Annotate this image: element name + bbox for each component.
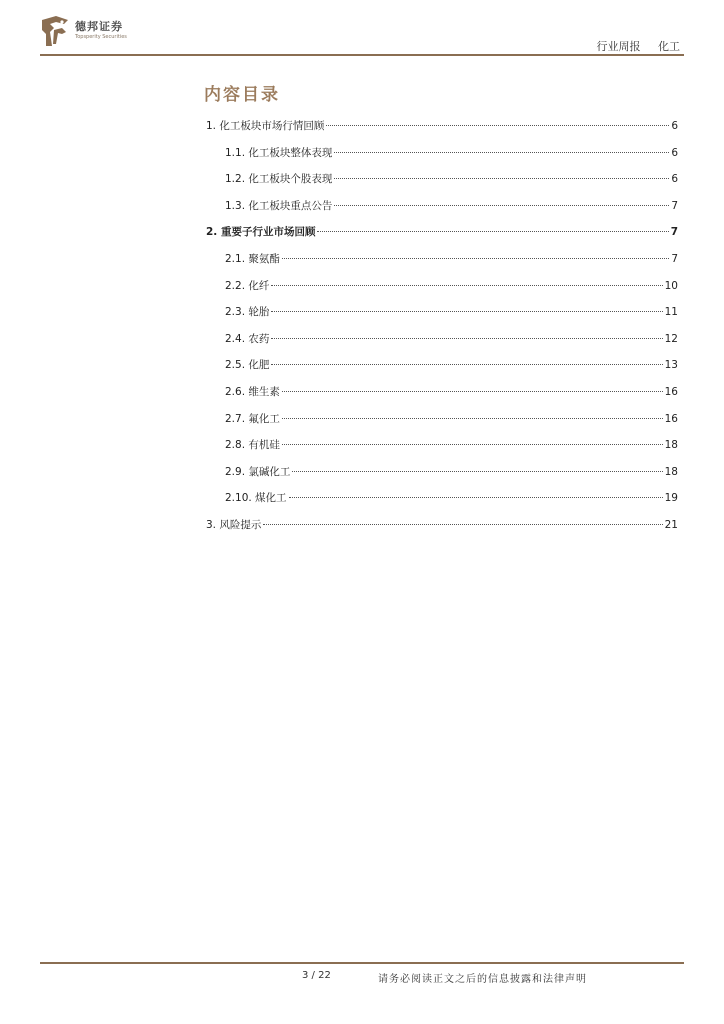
toc-dot-leader	[334, 152, 669, 153]
toc-entry-label: 2.3. 轮胎	[225, 306, 270, 319]
toc-dot-leader	[334, 205, 669, 206]
toc-entry-page: 6	[671, 120, 678, 132]
toc-dot-leader	[282, 391, 663, 392]
logo-mark-icon	[40, 14, 70, 48]
toc-entry-page: 11	[664, 306, 678, 319]
toc-entry-label: 1.3. 化工板块重点公告	[225, 199, 333, 212]
toc-entry[interactable]	[206, 331, 678, 358]
toc-entry[interactable]	[206, 357, 678, 384]
header-divider	[40, 54, 684, 56]
toc-entry[interactable]	[206, 411, 678, 438]
toc-entry-label: 2.1. 聚氨酯	[225, 252, 280, 265]
toc-entry[interactable]	[206, 304, 678, 331]
toc-entry-label: 2.5. 化肥	[225, 359, 270, 372]
toc-entry-page: 7	[671, 199, 678, 212]
toc-dot-leader	[271, 338, 662, 339]
toc-entry[interactable]	[206, 251, 678, 278]
toc-entry-page: 13	[664, 359, 678, 372]
footer-page-number: 3 / 22	[302, 970, 331, 981]
toc-entry-page: 6	[671, 146, 678, 159]
toc-entry-page: 6	[671, 173, 678, 186]
toc-entry-label: 2.8. 有机硅	[225, 439, 280, 452]
page-header	[0, 0, 724, 60]
toc-entry-label: 2.4. 农药	[225, 332, 270, 345]
company-logo	[40, 14, 136, 50]
toc-dot-leader	[334, 178, 669, 179]
toc-title: 内容目录	[204, 85, 280, 105]
toc-dot-leader	[326, 125, 669, 126]
toc-dot-leader	[289, 497, 663, 498]
footer-divider	[40, 962, 684, 964]
toc-entry[interactable]	[206, 517, 678, 544]
toc-entry-page: 16	[664, 385, 678, 398]
toc-entry-page: 18	[664, 439, 678, 452]
toc-entry-label: 1.2. 化工板块个股表现	[225, 173, 333, 186]
footer-disclaimer: 请务必阅读正文之后的信息披露和法律声明	[378, 974, 587, 985]
toc-entry-label: 2.9. 氯碱化工	[225, 465, 291, 478]
toc-entry-label: 1.1. 化工板块整体表现	[225, 146, 333, 159]
toc-entry-label: 2.6. 维生素	[225, 385, 280, 398]
toc-dot-leader	[317, 231, 668, 232]
logo-chinese-text: 德邦证券	[75, 20, 123, 33]
toc-entry-label: 2.2. 化纤	[225, 279, 270, 292]
toc-entry[interactable]	[206, 464, 678, 491]
toc-entry-label: 2.10. 煤化工	[225, 492, 287, 505]
toc-entry-page: 16	[664, 412, 678, 425]
toc-dot-leader	[292, 471, 662, 472]
toc-entry[interactable]	[206, 490, 678, 517]
toc-entry-label: 1. 化工板块市场行情回顾	[206, 120, 325, 132]
toc-dot-leader	[271, 364, 662, 365]
toc-dot-leader	[271, 311, 662, 312]
toc-entry[interactable]	[206, 437, 678, 464]
toc-entry-page: 10	[664, 279, 678, 292]
toc-entry-label: 2.7. 氟化工	[225, 412, 280, 425]
toc-entry-page: 18	[664, 465, 678, 478]
toc-dot-leader	[282, 444, 663, 445]
toc-entry-page: 19	[664, 492, 678, 505]
toc-entry[interactable]	[206, 278, 678, 305]
industry-label: 化工	[658, 40, 680, 53]
toc-dot-leader	[282, 258, 669, 259]
toc-entry[interactable]	[206, 145, 678, 172]
toc-dot-leader	[263, 524, 662, 525]
toc-entry-page: 7	[671, 252, 678, 265]
toc-entry[interactable]	[206, 118, 678, 145]
report-type: 行业周报	[596, 40, 641, 53]
toc-entry-label: 2. 重要子行业市场回顾	[206, 226, 316, 239]
table-of-contents	[206, 118, 678, 544]
toc-dot-leader	[282, 418, 663, 419]
toc-entry-page: 12	[664, 332, 678, 345]
header-right	[583, 38, 681, 54]
toc-entry-page: 21	[664, 518, 678, 531]
toc-entry[interactable]	[206, 384, 678, 411]
toc-entry[interactable]	[206, 198, 678, 225]
toc-entry[interactable]	[206, 171, 678, 198]
toc-entry-page: 7	[670, 226, 678, 239]
toc-entry[interactable]	[206, 224, 678, 251]
toc-dot-leader	[271, 285, 662, 286]
toc-entry-label: 3. 风险提示	[206, 518, 262, 531]
logo-english-text: Topsperity Securities	[75, 34, 127, 40]
